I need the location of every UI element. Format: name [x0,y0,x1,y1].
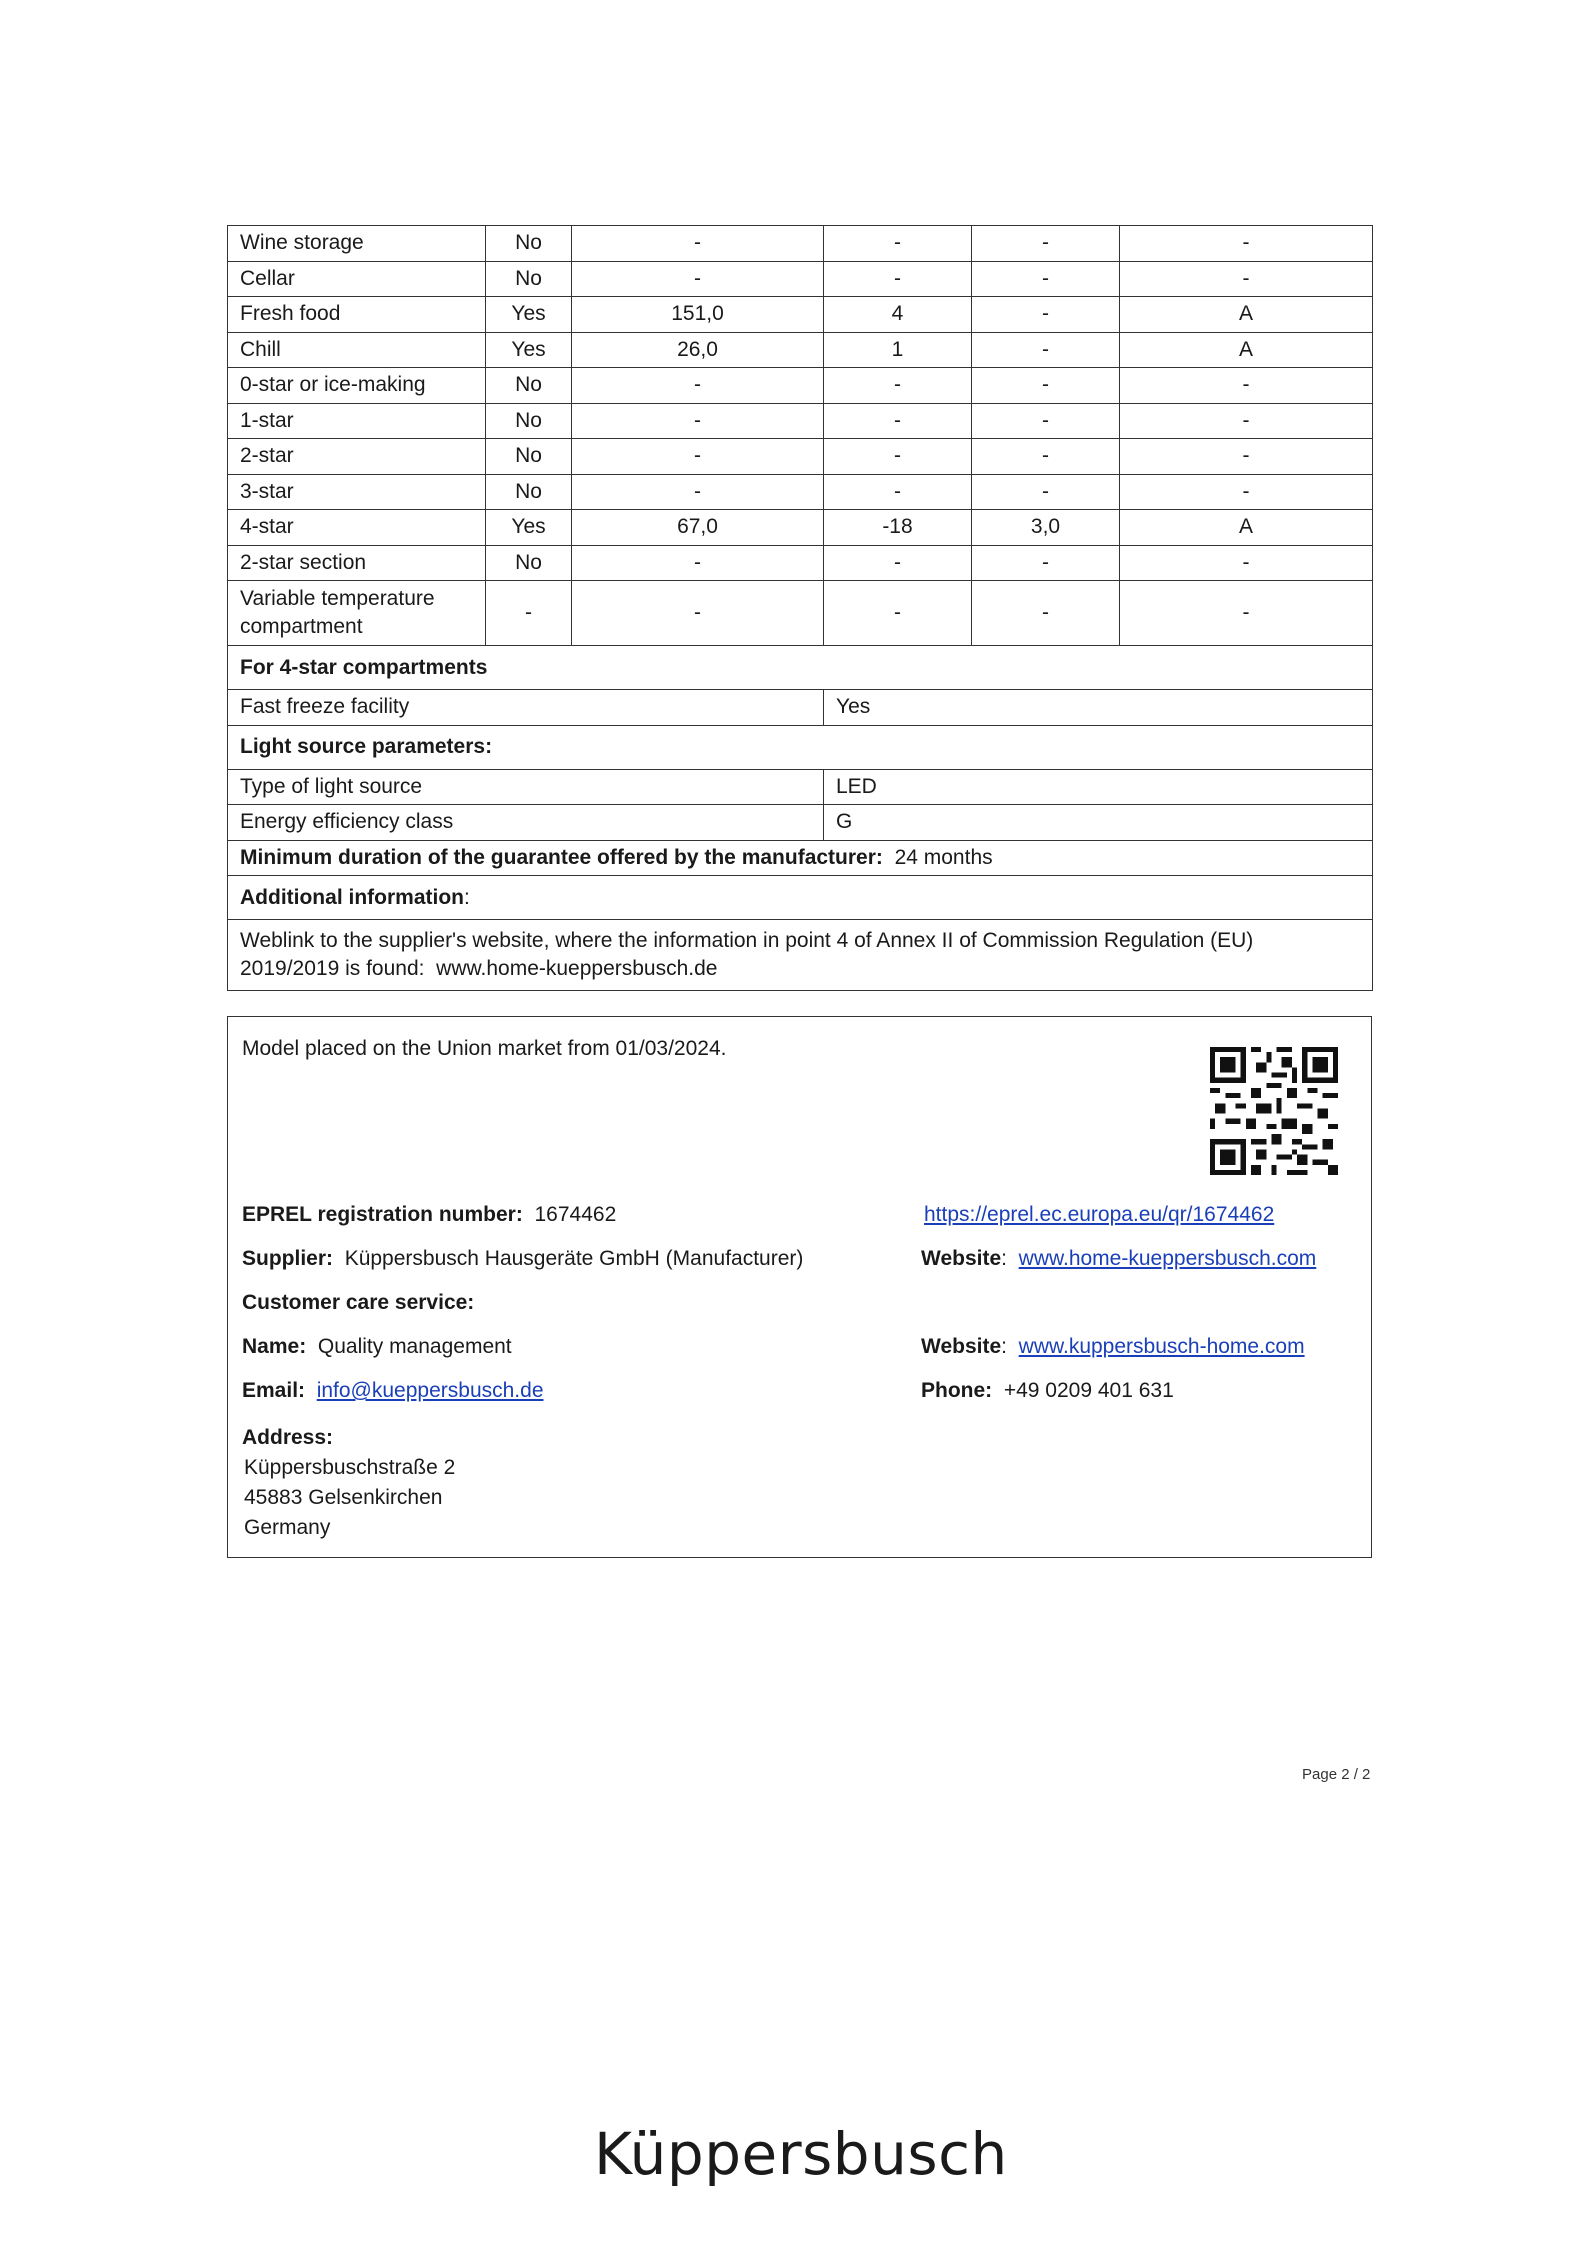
additional-info-colon: : [463,885,470,909]
compartment-defrosting-type: A [1120,332,1373,368]
compartment-temperature: - [824,545,972,581]
compartment-present: No [486,474,572,510]
eprel-link[interactable]: https://eprel.ec.europa.eu/qr/1674462 [924,1203,1275,1226]
weblink-text-line1: Weblink to the supplier's website, where the information in point 4 of Annex II of Commission Regulation (EU) [240,929,1254,952]
light-type-label: Type of light source [228,769,824,805]
page-number: Page 2 / 2 [1302,1766,1371,1783]
website-link-2[interactable]: www.kuppersbusch-home.com [1018,1335,1305,1358]
compartment-defrosting-type: - [1120,439,1373,475]
fast-freeze-value: Yes [824,690,1373,726]
supplier-row [242,1247,803,1271]
compartment-type: 3-star [228,474,486,510]
eprel-label: EPREL registration number: [242,1203,523,1226]
table-row [228,725,1373,769]
table-row [228,332,1373,368]
website-row-1: Website: www.home-kueppersbusch.com [921,1247,1317,1270]
compartment-type: Wine storage [228,226,486,262]
compartment-present: No [486,545,572,581]
compartment-temperature: 4 [824,297,972,333]
compartment-defrosting-type: - [1120,581,1373,646]
compartment-volume: - [572,403,824,439]
compartment-freezing-capacity: - [972,261,1120,297]
brand-logo: Küppersbusch [594,2120,1008,2188]
light-type-value: LED [824,769,1373,805]
compartment-type: 0-star or ice-making [228,368,486,404]
table-row [228,474,1373,510]
compartment-freezing-capacity: - [972,403,1120,439]
compartment-temperature: -18 [824,510,972,546]
compartment-defrosting-type: - [1120,261,1373,297]
table-row [228,545,1373,581]
table-row [228,920,1373,991]
table-row [228,646,1373,690]
name-label: Name: [242,1335,307,1358]
website-label: Website [921,1247,1002,1270]
compartment-defrosting-type: - [1120,368,1373,404]
compartment-defrosting-type: - [1120,226,1373,262]
compartment-defrosting-type: A [1120,510,1373,546]
name-value: Quality management [317,1335,512,1358]
compartment-present: Yes [486,510,572,546]
compartment-type: 2-star [228,439,486,475]
compartment-present: - [486,581,572,646]
table-row [228,439,1373,475]
compartment-defrosting-type: - [1120,403,1373,439]
compartment-freezing-capacity: - [972,226,1120,262]
energy-class-label: Energy efficiency class [228,805,824,841]
four-star-heading: For 4-star compartments [228,646,1373,690]
compartment-volume: 151,0 [572,297,824,333]
compartment-volume: - [572,261,824,297]
compartment-defrosting-type: A [1120,297,1373,333]
weblink-text-line2 [240,955,1360,983]
compartment-volume: - [572,368,824,404]
compartment-type: 2-star section [228,545,486,581]
table-row [228,581,1373,646]
weblink-prefix: 2019/2019 is found: [240,957,425,980]
address-line: Germany [244,1516,331,1539]
table-row [228,297,1373,333]
guarantee-value: 24 months [894,845,993,869]
table-row [228,403,1373,439]
compartment-table-body [228,226,1373,991]
compartment-freezing-capacity: - [972,332,1120,368]
compartment-type: Chill [228,332,486,368]
compartment-volume: - [572,545,824,581]
address-line: 45883 Gelsenkirchen [244,1486,443,1509]
compartment-freezing-capacity: - [972,439,1120,475]
compartment-defrosting-type: - [1120,474,1373,510]
compartment-volume: 67,0 [572,510,824,546]
address-line: Küppersbuschstraße 2 [244,1456,456,1479]
compartment-type: 1-star [228,403,486,439]
table-row [228,840,1373,876]
additional-info-row [228,876,1373,920]
compartment-temperature: - [824,474,972,510]
compartment-volume: - [572,226,824,262]
eprel-number: 1674462 [534,1203,617,1226]
compartment-present: Yes [486,332,572,368]
name-row [242,1335,512,1359]
compartment-temperature: 1 [824,332,972,368]
table-row [228,769,1373,805]
address-label: Address: [242,1426,334,1449]
phone-value: +49 0209 401 631 [1003,1379,1174,1402]
website-label: Website [921,1335,1002,1358]
compartment-present: No [486,368,572,404]
compartment-temperature: - [824,439,972,475]
weblink-row [228,920,1373,991]
customer-care-label: Customer care service: [242,1291,475,1314]
compartment-freezing-capacity: - [972,368,1120,404]
compartment-freezing-capacity: - [972,474,1120,510]
compartment-defrosting-type: - [1120,545,1373,581]
energy-class-value: G [824,805,1373,841]
compartment-volume: 26,0 [572,332,824,368]
table-row [228,805,1373,841]
compartment-temperature: - [824,403,972,439]
compartment-freezing-capacity: - [972,545,1120,581]
compartment-type: 4-star [228,510,486,546]
table-row [228,226,1373,262]
table-row [228,876,1373,920]
compartment-volume: - [572,474,824,510]
table-row [228,261,1373,297]
compartment-temperature: - [824,226,972,262]
compartment-table [227,225,1373,991]
compartment-type: Cellar [228,261,486,297]
email-label: Email: [242,1379,306,1402]
table-row [228,368,1373,404]
additional-info-heading: Additional information [240,885,464,909]
compartment-freezing-capacity: - [972,581,1120,646]
compartment-type: Fresh food [228,297,486,333]
eprel-row [242,1203,616,1227]
weblink-url[interactable]: www.home-kueppersbusch.de [436,957,718,980]
compartment-present: No [486,226,572,262]
compartment-volume: - [572,439,824,475]
phone-row [921,1379,1174,1403]
model-info-box [227,1016,1372,1558]
compartment-freezing-capacity: 3,0 [972,510,1120,546]
compartment-temperature: - [824,368,972,404]
address-block [242,1423,455,1543]
compartment-present: Yes [486,297,572,333]
table-row [228,510,1373,546]
fast-freeze-label: Fast freeze facility [228,690,824,726]
website-link-1[interactable]: www.home-kueppersbusch.com [1018,1247,1317,1270]
market-date-text: Model placed on the Union market from 01/03/2024. [242,1037,727,1060]
supplier-name: Küppersbusch Hausgeräte GmbH (Manufacturer) [344,1247,804,1270]
compartment-temperature: - [824,581,972,646]
qr-code-icon[interactable] [1210,1047,1338,1175]
compartment-present: No [486,261,572,297]
email-row [242,1379,544,1403]
compartment-volume: - [572,581,824,646]
compartment-present: No [486,439,572,475]
phone-label: Phone: [921,1379,993,1402]
compartment-temperature: - [824,261,972,297]
guarantee-row [228,840,1373,876]
compartment-freezing-capacity: - [972,297,1120,333]
website-row-2: Website: www.kuppersbusch-home.com [921,1335,1305,1358]
email-link[interactable]: info@kueppersbusch.de [316,1379,544,1402]
table-row [228,690,1373,726]
compartment-type: Variable temperature compartment [228,581,486,646]
light-source-heading: Light source parameters: [228,725,1373,769]
compartment-present: No [486,403,572,439]
guarantee-label: Minimum duration of the guarantee offered by the manufacturer: [240,845,883,869]
supplier-label: Supplier: [242,1247,334,1270]
